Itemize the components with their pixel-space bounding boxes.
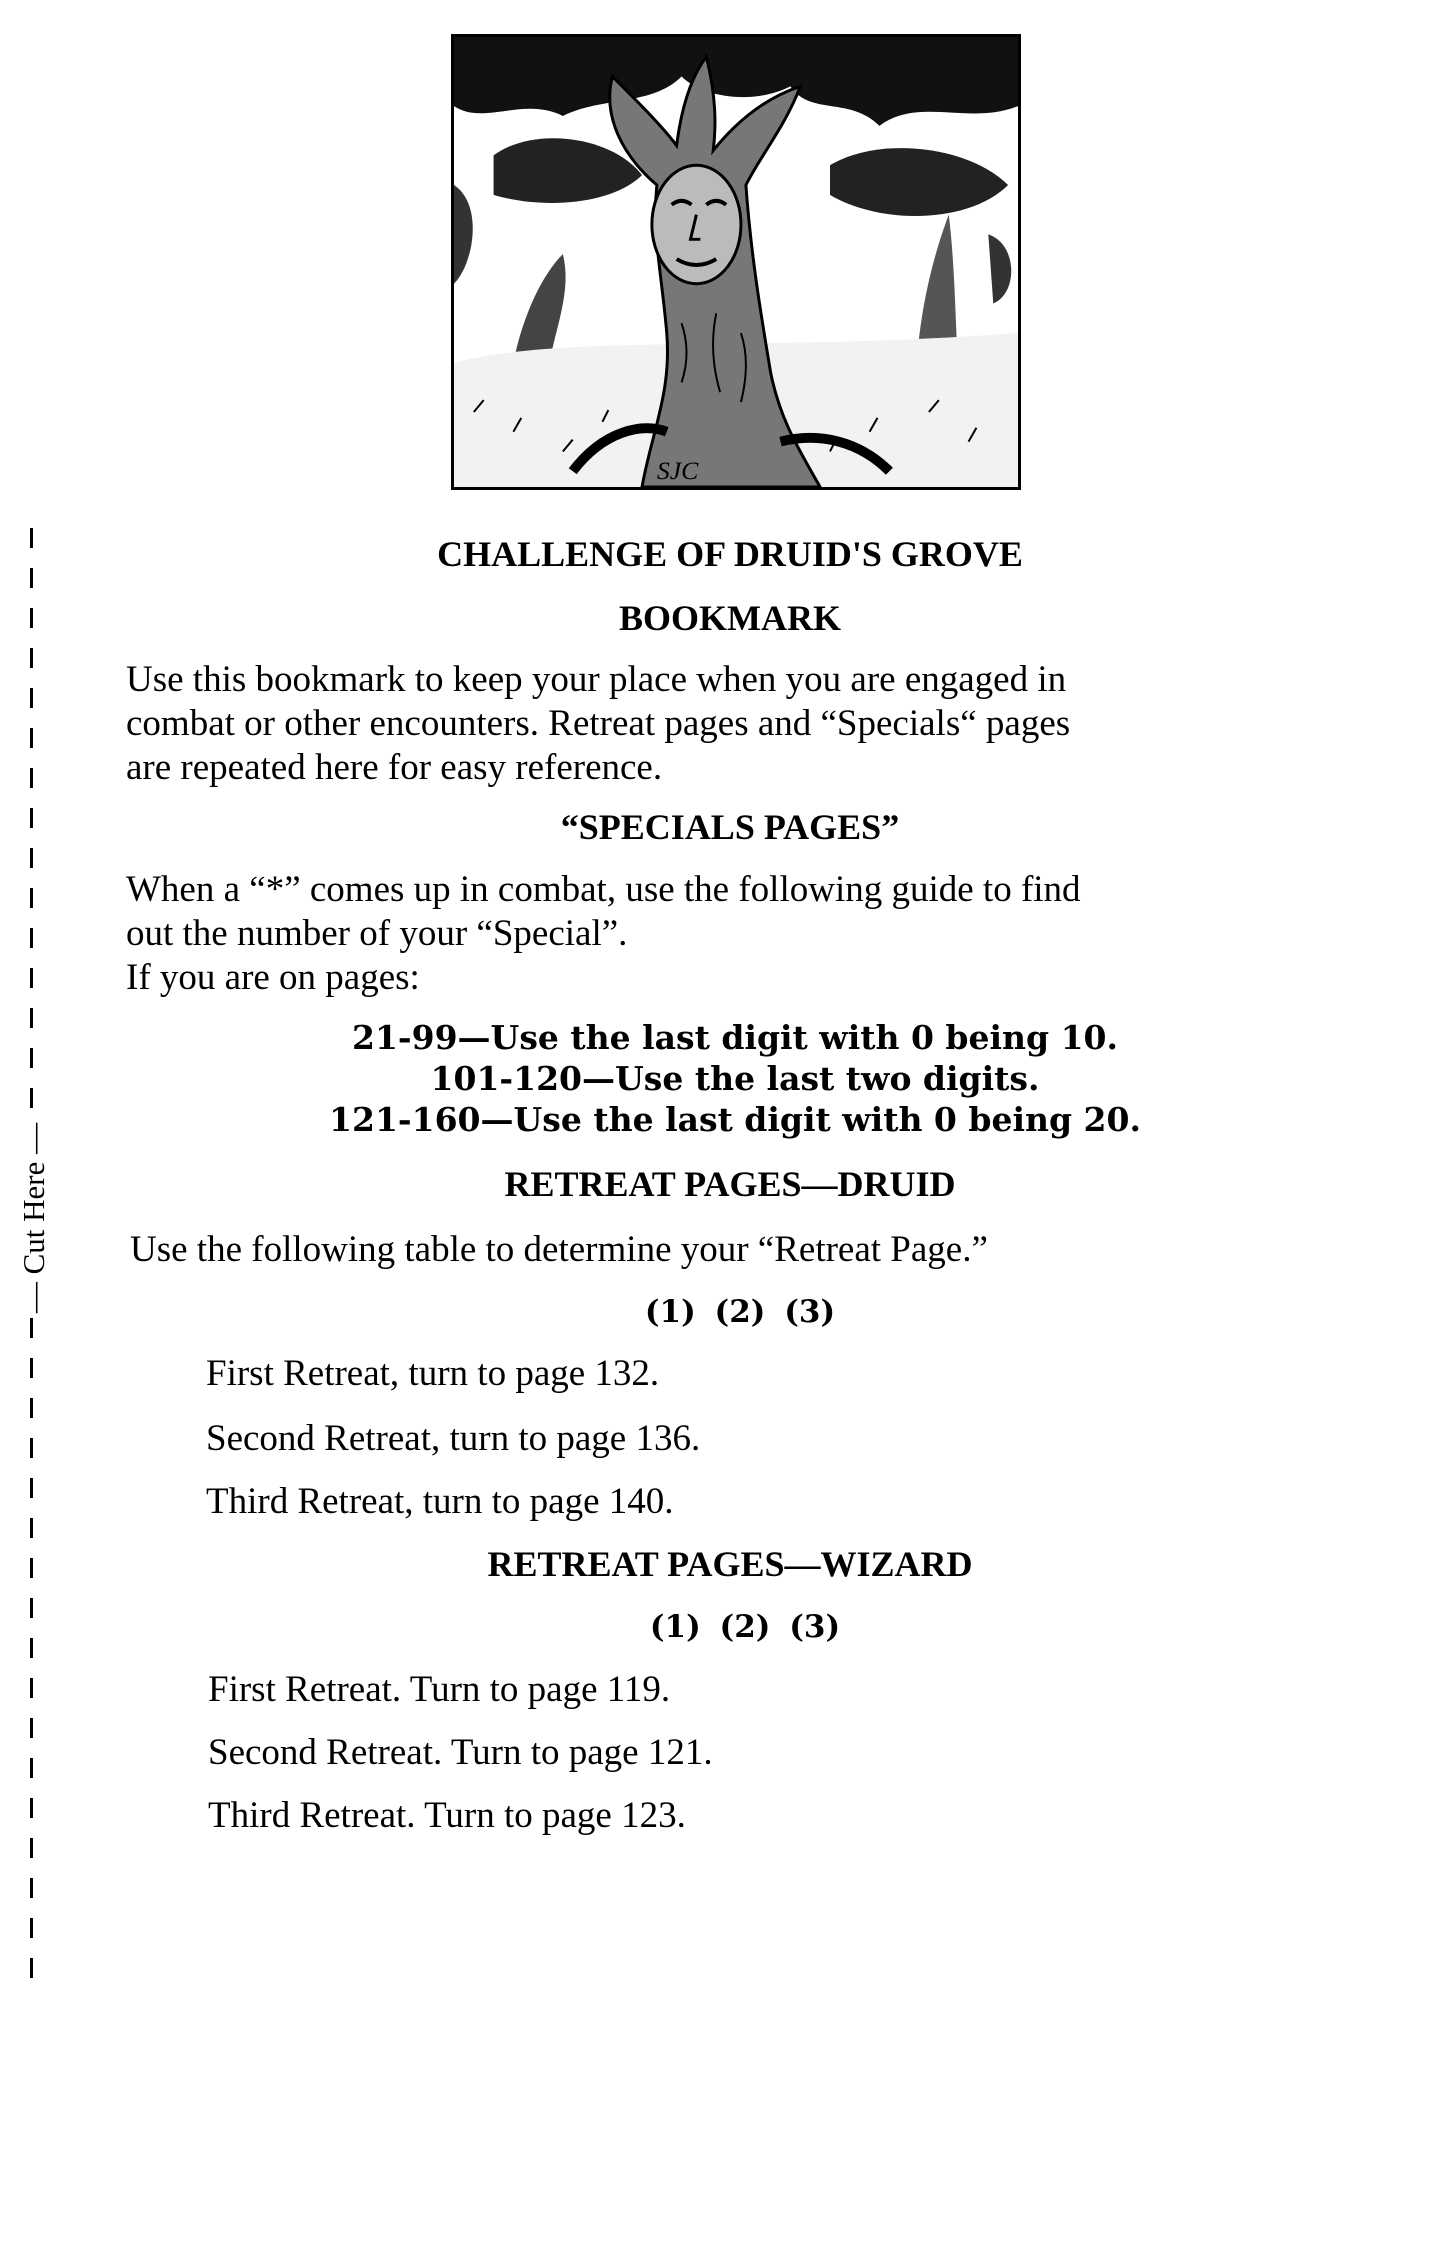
cut-guide <box>16 528 51 1998</box>
specials-line: out the number of your “Special”. <box>126 913 628 954</box>
wizard-retreat-entry: Second Retreat. Turn to page 121. <box>208 1732 713 1773</box>
cut-dashed-line-bottom <box>30 1318 33 1998</box>
cut-dashed-line-top <box>30 528 33 1118</box>
wizard-columns: (1) (2) (3) <box>649 1609 841 1645</box>
page-subtitle: BOOKMARK <box>619 598 841 638</box>
druid-retreat-heading: RETREAT PAGES—DRUID <box>504 1164 956 1204</box>
specials-rule: 121-160—Use the last digit with 0 being 20. <box>329 1100 1141 1139</box>
artist-signature: SJC <box>656 456 699 486</box>
intro-line: Use this bookmark to keep your place when you are engaged in <box>126 659 1067 700</box>
specials-line: If you are on pages: <box>126 957 420 998</box>
intro-line: combat or other encounters. Retreat pages and “Specials“ pages <box>126 703 1071 744</box>
specials-heading: “SPECIALS PAGES” <box>560 807 900 847</box>
druid-retreat-entry: Third Retreat, turn to page 140. <box>206 1481 674 1522</box>
cut-here-label: — Cut Here — <box>16 1122 51 1314</box>
page-title: CHALLENGE OF DRUID'S GROVE <box>437 534 1023 574</box>
intro-line: are repeated here for easy reference. <box>126 747 663 788</box>
specials-rule: 101-120—Use the last two digits. <box>430 1059 1040 1098</box>
druid-columns: (1) (2) (3) <box>644 1294 836 1330</box>
wizard-retreat-entry: Third Retreat. Turn to page 123. <box>208 1795 686 1836</box>
specials-paragraph <box>126 868 1356 1000</box>
tree-face-illustration <box>451 34 1021 490</box>
specials-rule: 21-99—Use the last digit with 0 being 10. <box>352 1018 1118 1057</box>
intro-paragraph <box>126 658 1356 790</box>
specials-line: When a “*” comes up in combat, use the following guide to find <box>126 869 1081 910</box>
druid-instruction: Use the following table to determine your “Retreat Page.” <box>130 1229 988 1270</box>
druid-retreat-entry: Second Retreat, turn to page 136. <box>206 1418 701 1459</box>
druid-retreat-entry: First Retreat, turn to page 132. <box>206 1353 660 1394</box>
wizard-retreat-heading: RETREAT PAGES—WIZARD <box>487 1544 973 1584</box>
wizard-retreat-entry: First Retreat. Turn to page 119. <box>208 1669 671 1710</box>
